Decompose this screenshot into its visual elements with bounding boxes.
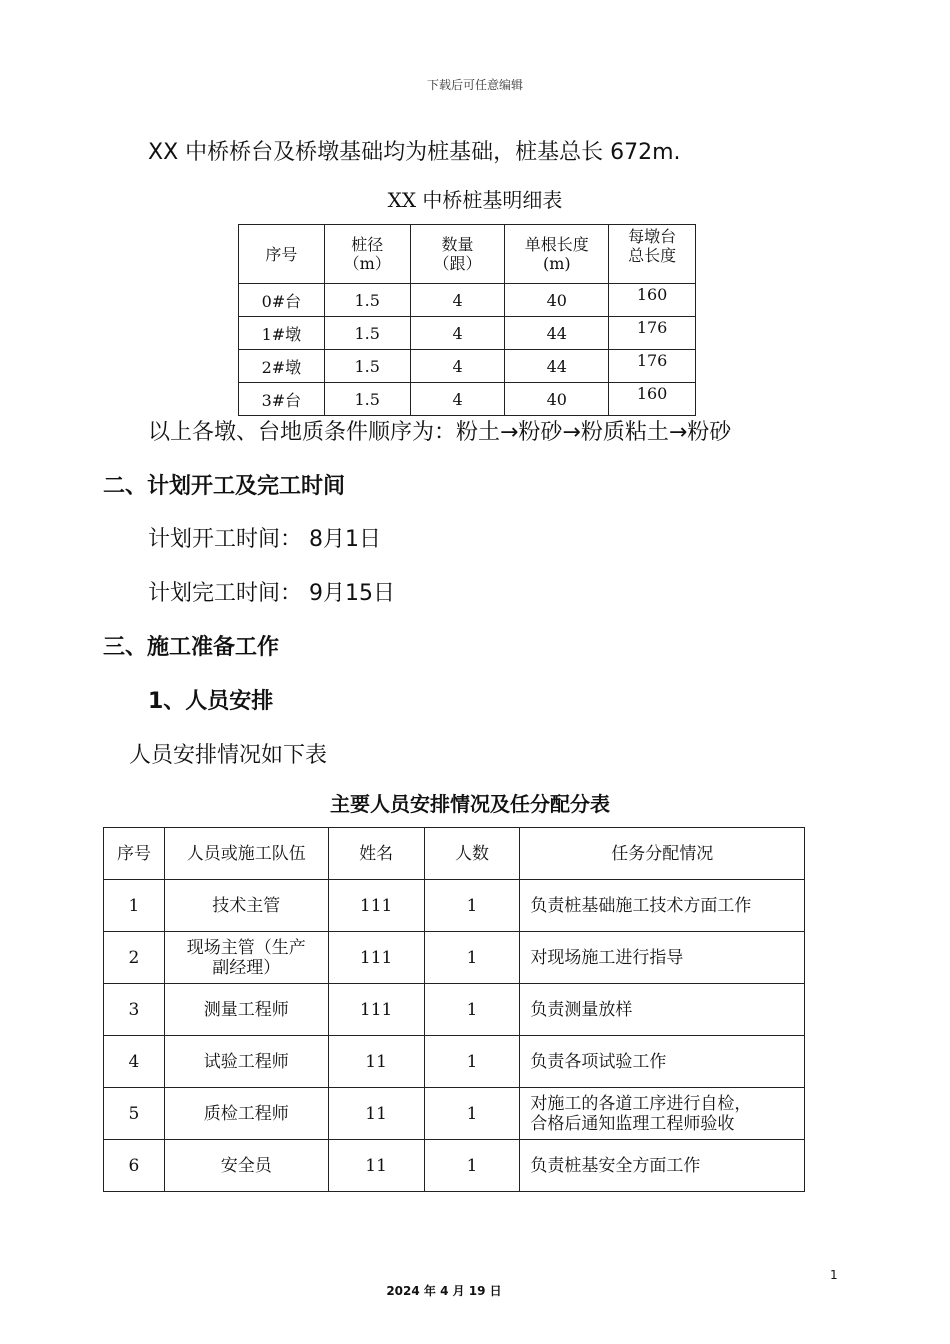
- subsection-staffing-heading: 1、人员安排: [148, 689, 274, 714]
- staff-header-cell: 人数: [424, 828, 520, 880]
- pile-header-line: 数量: [441, 235, 474, 254]
- staff-cell-role: [164, 1036, 328, 1088]
- pile-cell-length: 40: [505, 284, 609, 317]
- staff-cell-name: 11: [328, 1088, 424, 1140]
- pile-header-line: 单根长度: [524, 235, 589, 254]
- staff-assignment-table: [103, 827, 805, 1192]
- staff-cell-no: 3: [104, 984, 165, 1036]
- header-note: 下载后可任意编辑: [426, 78, 523, 92]
- pile-header-line: 序号: [265, 244, 298, 264]
- staff-cell-count: 1: [424, 984, 520, 1036]
- pile-header-line: （跟）: [433, 254, 482, 273]
- pile-cell-quantity: 4: [410, 317, 505, 350]
- pile-header-line: 每墩台: [628, 227, 677, 246]
- pile-cell-quantity: 4: [410, 350, 505, 383]
- staff-cell-count: 1: [424, 1088, 520, 1140]
- pile-detail-table: [238, 224, 696, 416]
- planned-end-date: 计划完工时间： 9月15日: [148, 581, 395, 606]
- staff-cell-name: 11: [328, 1140, 424, 1192]
- pile-table-header-row: [239, 225, 696, 284]
- staff-cell-role: [164, 880, 328, 932]
- pile-cell-total: 176: [609, 350, 696, 383]
- pile-header-cell: [609, 225, 696, 284]
- section3-heading: 三、施工准备工作: [103, 635, 280, 660]
- pile-cell-no: 1#墩: [239, 317, 325, 350]
- staff-cell-name: 111: [328, 984, 424, 1036]
- staff-role-line: 现场主管（生产: [186, 937, 306, 958]
- pile-cell-diameter: 1.5: [324, 350, 410, 383]
- staff-header-cell: 姓名: [328, 828, 424, 880]
- staff-table-row: [104, 1140, 805, 1192]
- staff-role-line: 副经理）: [212, 957, 281, 978]
- pile-table-row: [239, 284, 696, 317]
- pile-header-cell: [239, 225, 325, 284]
- staff-cell-role: [164, 984, 328, 1036]
- planned-start-date: 计划开工时间： 8月1日: [148, 527, 381, 552]
- staff-table-header-row: [104, 828, 805, 880]
- pile-header-cell: [505, 225, 609, 284]
- staff-role-line: 质检工程师: [203, 1103, 289, 1124]
- staff-cell-name: 11: [328, 1036, 424, 1088]
- staff-task-line: 负责各项试验工作: [530, 1051, 667, 1072]
- staff-cell-task: [520, 1036, 805, 1088]
- staff-cell-count: 1: [424, 1036, 520, 1088]
- staff-cell-role: [164, 1088, 328, 1140]
- staff-cell-task: [520, 880, 805, 932]
- staff-role-line: 技术主管: [212, 895, 281, 916]
- staff-cell-count: 1: [424, 1140, 520, 1192]
- staff-cell-task: [520, 932, 805, 984]
- staff-role-line: 试验工程师: [203, 1051, 289, 1072]
- pile-cell-total: 176: [609, 317, 696, 350]
- staff-header-cell: 任务分配情况: [520, 828, 805, 880]
- pile-cell-total: 160: [609, 284, 696, 317]
- pile-cell-length: 44: [505, 350, 609, 383]
- pile-table-title: XX 中桥桩基明细表: [387, 188, 563, 212]
- pile-cell-diameter: 1.5: [324, 317, 410, 350]
- staff-task-line: 负责测量放样: [530, 999, 633, 1020]
- pile-cell-total: 160: [609, 383, 696, 416]
- staff-cell-count: 1: [424, 880, 520, 932]
- pile-header-cell: [410, 225, 505, 284]
- staff-cell-no: 4: [104, 1036, 165, 1088]
- staff-cell-task: [520, 1140, 805, 1192]
- staff-role-line: 安全员: [220, 1155, 272, 1176]
- staff-cell-task: [520, 984, 805, 1036]
- pile-cell-quantity: 4: [410, 383, 505, 416]
- section2-heading: 二、计划开工及完工时间: [103, 474, 346, 499]
- staff-role-line: 测量工程师: [203, 999, 289, 1020]
- staff-cell-no: 1: [104, 880, 165, 932]
- page-number: 1: [830, 1268, 838, 1282]
- pile-cell-diameter: 1.5: [324, 383, 410, 416]
- staff-cell-no: 6: [104, 1140, 165, 1192]
- pile-header-line: 总长度: [628, 246, 677, 265]
- staff-task-line: 负责桩基安全方面工作: [530, 1155, 701, 1176]
- staff-table-row: [104, 1036, 805, 1088]
- pile-table-row: [239, 317, 696, 350]
- staff-table-row: [104, 1088, 805, 1140]
- pile-cell-no: 0#台: [239, 284, 325, 317]
- footer-date: 2024 年 4 月 19 日: [386, 1284, 502, 1298]
- staff-task-line: 对施工的各道工序进行自检，: [530, 1093, 752, 1114]
- staff-cell-role: [164, 932, 328, 984]
- staff-cell-count: 1: [424, 932, 520, 984]
- pile-cell-no: 2#墩: [239, 350, 325, 383]
- pile-header-cell: [324, 225, 410, 284]
- staff-task-line: 负责桩基础施工技术方面工作: [530, 895, 752, 916]
- pile-table-row: [239, 350, 696, 383]
- pile-cell-quantity: 4: [410, 284, 505, 317]
- staff-cell-task: [520, 1088, 805, 1140]
- intro-paragraph: XX 中桥桥台及桥墩基础均为桩基础，桩基总长 672m.: [148, 140, 681, 165]
- staff-cell-no: 5: [104, 1088, 165, 1140]
- staff-cell-no: 2: [104, 932, 165, 984]
- pile-cell-diameter: 1.5: [324, 284, 410, 317]
- staff-table-row: [104, 984, 805, 1036]
- staff-header-cell: 人员或施工队伍: [164, 828, 328, 880]
- pile-header-line: (m): [542, 254, 571, 273]
- staff-cell-role: [164, 1140, 328, 1192]
- pile-header-line: （m）: [343, 254, 391, 273]
- geology-paragraph: 以上各墩、台地质条件顺序为：粉土→粉砂→粉质粘土→粉砂: [148, 420, 732, 445]
- staff-task-line: 合格后通知监理工程师验收: [530, 1113, 735, 1134]
- pile-cell-no: 3#台: [239, 383, 325, 416]
- staffing-lead-paragraph: 人员安排情况如下表: [129, 743, 328, 768]
- pile-header-line: 桩径: [351, 235, 384, 254]
- pile-cell-length: 44: [505, 317, 609, 350]
- staff-cell-name: 111: [328, 880, 424, 932]
- pile-table-row: [239, 383, 696, 416]
- staff-table-row: [104, 880, 805, 932]
- staff-task-line: 对现场施工进行指导: [530, 947, 684, 968]
- staff-cell-name: 111: [328, 932, 424, 984]
- staff-header-cell: 序号: [104, 828, 165, 880]
- staff-table-row: [104, 932, 805, 984]
- pile-cell-length: 40: [505, 383, 609, 416]
- staff-table-title: 主要人员安排情况及任分配分表: [330, 792, 610, 816]
